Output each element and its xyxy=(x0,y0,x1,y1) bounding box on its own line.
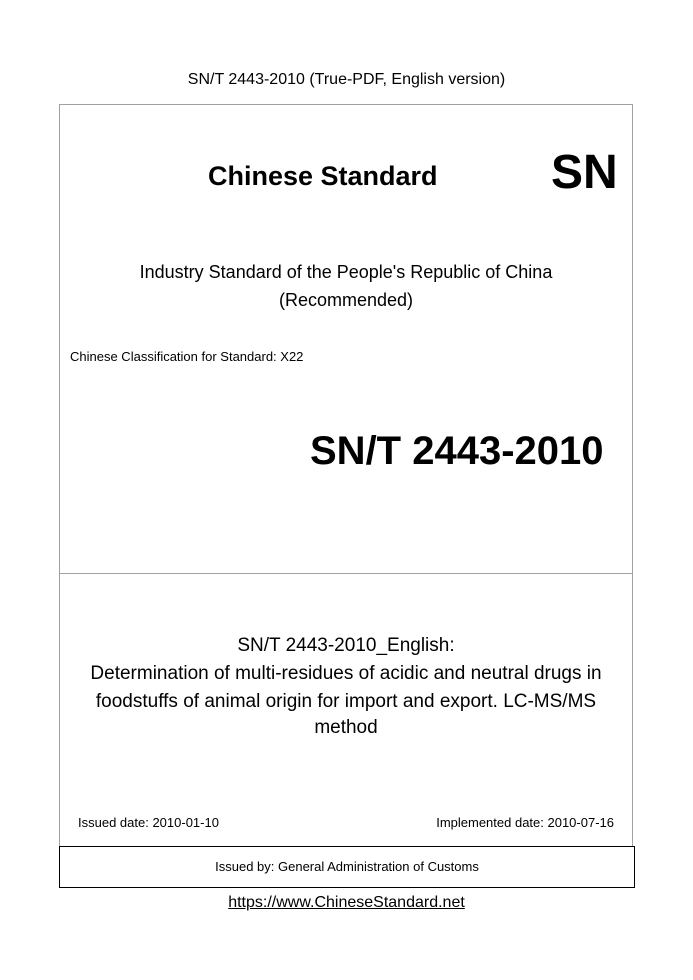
title-panel xyxy=(59,574,633,846)
document-title-line-1: Determination of multi-residues of acidic and neutral drugs in xyxy=(90,663,602,684)
header-title: SN/T 2443-2010 (True-PDF, English version) xyxy=(187,71,506,88)
sn-mark: SN xyxy=(551,146,618,199)
document-title-line-3: method xyxy=(314,717,378,738)
industry-standard-line: Industry Standard of the People's Republic of China xyxy=(139,262,553,282)
document-code-title: SN/T 2443-2010_English: xyxy=(237,635,455,656)
footer xyxy=(0,893,693,913)
issued-date: Issued date: 2010-01-10 xyxy=(78,815,219,830)
implemented-date: Implemented date: 2010-07-16 xyxy=(436,815,614,830)
cover-panel xyxy=(59,104,633,574)
classification-text: Chinese Classification for Standard: X22 xyxy=(70,349,304,364)
chinese-standard-heading: Chinese Standard xyxy=(208,161,438,191)
website-link[interactable]: https://www.ChineseStandard.net xyxy=(228,894,465,911)
document-title-line-2: foodstuffs of animal origin for import and export. LC-MS/MS xyxy=(95,691,597,712)
recommended-label: (Recommended) xyxy=(278,290,414,310)
standard-number: SN/T 2443-2010 xyxy=(310,429,604,473)
issuer-box: Issued by: General Administration of Customs xyxy=(59,846,635,888)
